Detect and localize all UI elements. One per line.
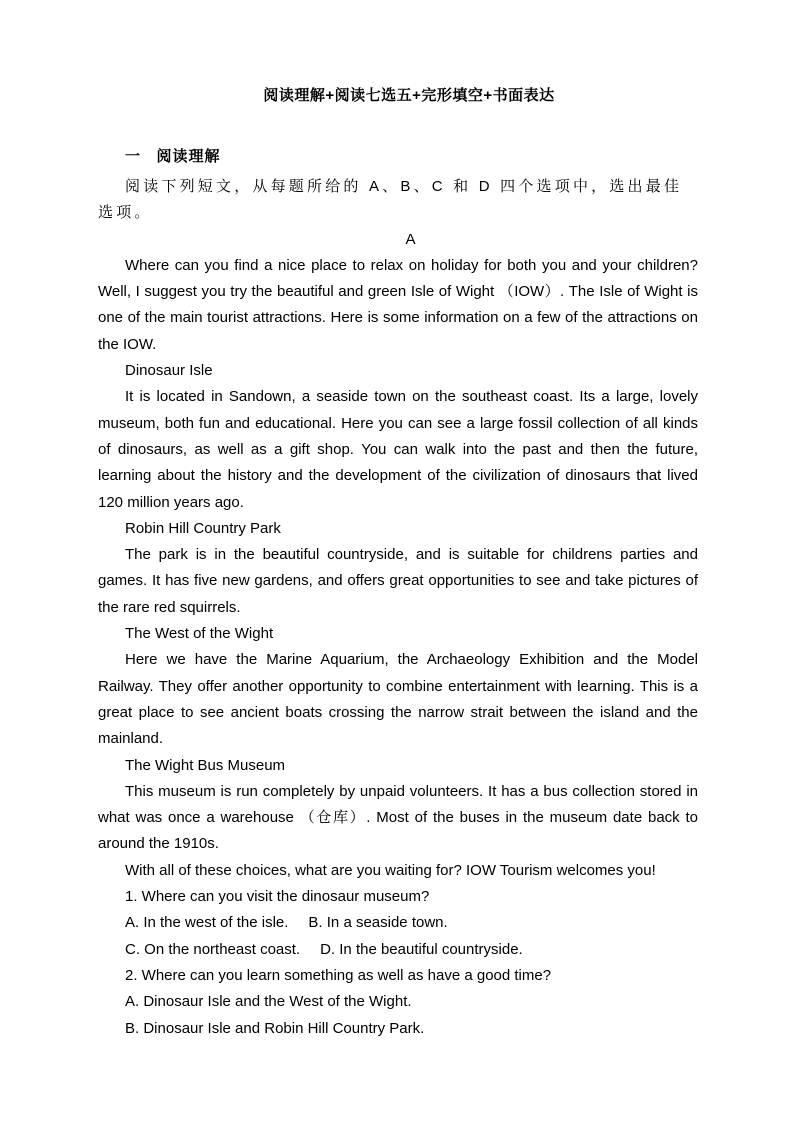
question-stem: 1. Where can you visit the dinosaur museum? bbox=[125, 888, 430, 906]
attraction-text: It is located in Sandown, a seaside town on the southeast coast. Its a large, lovely museum, both fun and educational. Here you can see a large fossil collection of all kinds of dinosaurs, as well as a gift shop. You can walk into the past and then the future, learning about the history and the development of the civilization of dinosaurs that lived 120 million years ago. bbox=[98, 388, 698, 511]
option-b: B. In a seaside town. bbox=[308, 914, 448, 932]
option-b: B. Dinosaur Isle and Robin Hill Country Park. bbox=[125, 1019, 425, 1037]
question-stem: 2. Where can you learn something as well as have a good time? bbox=[125, 966, 552, 984]
option-d: D. In the beautiful countryside. bbox=[320, 940, 523, 958]
attraction-text: This museum is run completely by unpaid volunteers. It has a bus collection stored in what was once a warehouse （仓库）. Most of the buses in the museum date back to around the 1910s. bbox=[98, 782, 698, 853]
option-c: C. On the northeast coast. bbox=[125, 940, 301, 958]
attraction-heading: The Wight Bus Museum bbox=[125, 756, 286, 774]
section-heading bbox=[98, 145, 698, 166]
passage-closing: With all of these choices, what are you waiting for? IOW Tourism welcomes you! bbox=[125, 861, 656, 879]
section-number: 一 bbox=[125, 148, 142, 165]
attraction-heading: Robin Hill Country Park bbox=[125, 519, 281, 537]
question-options-row bbox=[98, 937, 698, 963]
attraction-text: Here we have the Marine Aquarium, the Archaeology Exhibition and the Model Railway. They offer another opportunity to combine entertainment with learning. This is a great place to see ancient boats crossing the narrow strait between the island and the mainland. bbox=[98, 651, 698, 748]
passage-label: A bbox=[405, 230, 416, 248]
attraction-heading: The West of the Wight bbox=[125, 625, 274, 643]
section-name: 阅读理解 bbox=[156, 148, 221, 165]
document-title: 阅读理解+阅读七选五+完形填空+书面表达 bbox=[263, 87, 555, 104]
passage-intro: Where can you find a nice place to relax on holiday for both you and your children? Well, I suggest you try the beautiful and green Isle of Wight （IOW）. The Isle of Wight is one of the main tourist attractions. Here is some information on a few of the attractions on the IOW. bbox=[98, 256, 698, 353]
option-a: A. In the west of the isle. bbox=[125, 914, 289, 932]
question-options-row bbox=[98, 910, 698, 936]
attraction-text: The park is in the beautiful countryside, and is suitable for childrens parties and games. It has five new gardens, and offers great opportunities to see and take pictures of the rare red squirrels. bbox=[98, 546, 698, 616]
document-page bbox=[98, 84, 698, 1042]
attraction-heading: Dinosaur Isle bbox=[125, 362, 213, 380]
instructions: 阅读下列短文，从每题所给的 A、B、C 和 D 四个选项中，选出最佳选项。 bbox=[98, 178, 683, 222]
option-a: A. Dinosaur Isle and the West of the Wight. bbox=[125, 993, 412, 1011]
